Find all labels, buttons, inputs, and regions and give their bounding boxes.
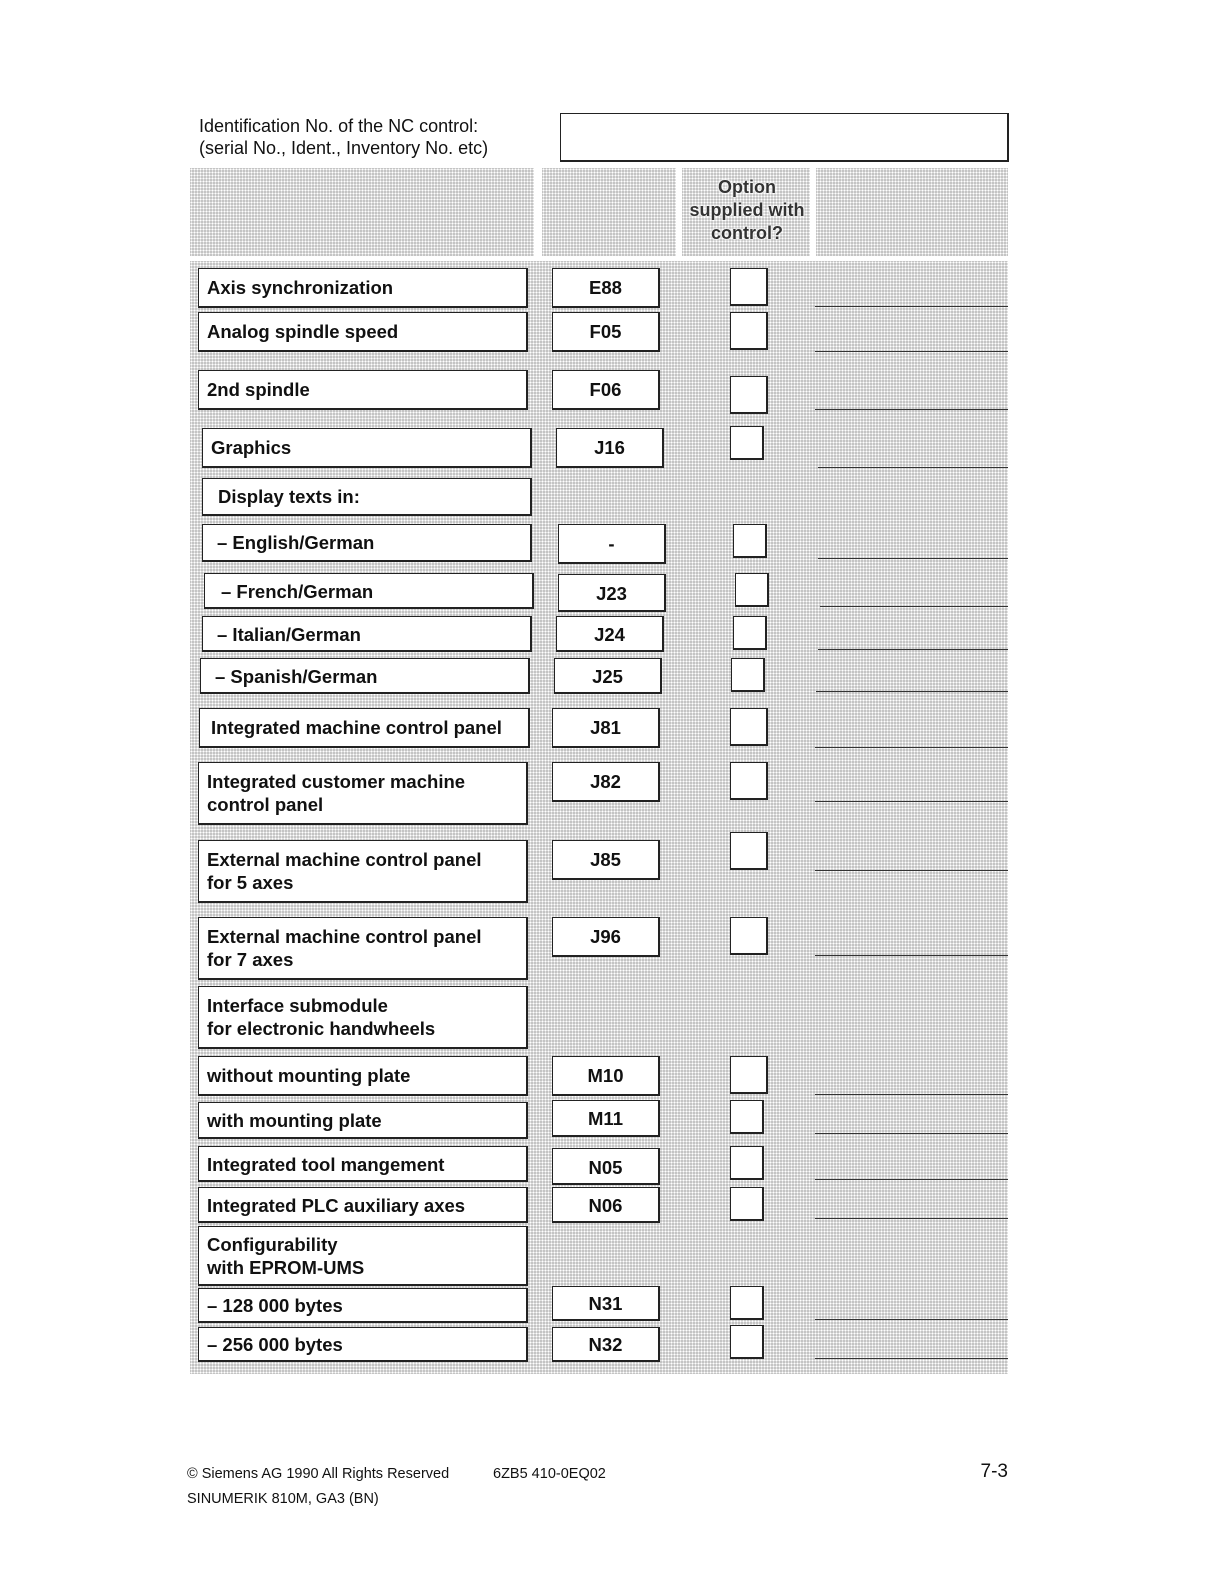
checkbox-j24[interactable] (733, 616, 767, 650)
checkbox-j82[interactable] (730, 762, 768, 800)
remarks-line-j96[interactable] (815, 955, 1008, 956)
identification-label-line1: Identification No. of the NC control: (199, 116, 479, 136)
remarks-line-f06[interactable] (815, 409, 1008, 410)
label-configurability-eprom-ums: Configurability with EPROM-UMS (198, 1226, 528, 1286)
header-shade-label-col (190, 168, 534, 256)
label-with-mounting-plate: with mounting plate (198, 1102, 528, 1139)
code-j82: J82 (552, 762, 660, 802)
checkbox-j25[interactable] (731, 658, 765, 692)
label-integrated-customer-machine-control-panel: Integrated customer machine control panel (198, 762, 528, 825)
checkbox-j81[interactable] (730, 708, 768, 746)
label-analog-spindle-speed: Analog spindle speed (198, 312, 528, 352)
code-e88: E88 (552, 268, 660, 308)
code-j85: J85 (552, 840, 660, 880)
remarks-line-f05[interactable] (815, 351, 1008, 352)
remarks-line-j25[interactable] (816, 691, 1008, 692)
label-256000-bytes: – 256 000 bytes (198, 1327, 528, 1362)
label-french-german: – French/German (204, 573, 534, 609)
checkbox-j85[interactable] (730, 832, 768, 870)
checkbox-j96[interactable] (730, 917, 768, 955)
code-j23: J23 (558, 574, 666, 612)
code-j25: J25 (554, 658, 662, 694)
remarks-line-m11[interactable] (815, 1133, 1008, 1134)
label-interface-submodule-handwheels: Interface submodule for electronic handwheels (198, 986, 528, 1049)
code-j81: J81 (552, 708, 660, 748)
code-n05: N05 (552, 1148, 660, 1185)
remarks-line-english-german[interactable] (818, 558, 1008, 559)
label-italian-german: – Italian/German (202, 616, 532, 652)
label-spanish-german: – Spanish/German (200, 658, 530, 694)
label-graphics: Graphics (202, 428, 532, 468)
code-english-german: - (558, 524, 666, 564)
code-n31: N31 (552, 1286, 660, 1321)
code-f06: F06 (552, 370, 660, 410)
checkbox-n05[interactable] (730, 1146, 764, 1180)
identification-label-line2: (serial No., Ident., Inventory No. etc) (199, 138, 489, 158)
label-128000-bytes: – 128 000 bytes (198, 1288, 528, 1323)
option-header-line1: Option (718, 177, 776, 197)
remarks-line-e88[interactable] (815, 306, 1008, 307)
label-integrated-tool-management: Integrated tool mangement (198, 1146, 528, 1182)
code-m10: M10 (552, 1056, 660, 1096)
checkbox-n06[interactable] (730, 1187, 764, 1221)
label-external-mcp-7-axes: External machine control panel for 7 axes (198, 917, 528, 980)
checkbox-f06[interactable] (730, 376, 768, 414)
code-n06: N06 (552, 1187, 660, 1223)
remarks-line-n05[interactable] (815, 1179, 1008, 1180)
option-header-line2: supplied with (689, 200, 805, 220)
label-english-german: – English/German (202, 524, 532, 562)
code-n32: N32 (552, 1327, 660, 1362)
code-f05: F05 (552, 312, 660, 352)
identification-number-field[interactable] (560, 113, 1009, 162)
remarks-line-n06[interactable] (815, 1218, 1008, 1219)
checkbox-f05[interactable] (730, 312, 768, 350)
remarks-line-j81[interactable] (815, 747, 1008, 748)
checkbox-m11[interactable] (730, 1100, 764, 1134)
label-display-texts-in: Display texts in: (202, 478, 532, 516)
remarks-line-j85[interactable] (815, 870, 1008, 871)
remarks-line-j82[interactable] (815, 801, 1008, 802)
header-shade-code-col (542, 168, 676, 256)
code-j96: J96 (552, 917, 660, 957)
remarks-line-j23[interactable] (820, 606, 1008, 607)
label-external-mcp-5-axes: External machine control panel for 5 axes (198, 840, 528, 903)
footer-product: SINUMERIK 810M, GA3 (BN) (187, 1491, 379, 1507)
remarks-line-m10[interactable] (815, 1094, 1008, 1095)
option-supplied-header (682, 176, 812, 245)
code-m11: M11 (552, 1100, 660, 1137)
checkbox-e88[interactable] (730, 268, 768, 306)
page-number: 7-3 (980, 1461, 1008, 1482)
remarks-line-n31[interactable] (815, 1319, 1008, 1320)
label-without-mounting-plate: without mounting plate (198, 1056, 528, 1096)
checkbox-english-german[interactable] (733, 524, 767, 558)
label-integrated-machine-control-panel: Integrated machine control panel (199, 708, 530, 748)
code-j24: J24 (556, 616, 664, 652)
checkbox-j23[interactable] (735, 573, 769, 607)
label-integrated-plc-auxiliary-axes: Integrated PLC auxiliary axes (198, 1187, 528, 1223)
footer-copyright: © Siemens AG 1990 All Rights Reserved (187, 1466, 450, 1482)
header-shade-remarks-col (816, 168, 1008, 256)
checkbox-n31[interactable] (730, 1286, 764, 1320)
checkbox-n32[interactable] (730, 1325, 764, 1359)
label-axis-synchronization: Axis synchronization (198, 268, 528, 308)
label-2nd-spindle: 2nd spindle (198, 370, 528, 410)
checkbox-j16[interactable] (730, 426, 764, 460)
footer-order-number: 6ZB5 410-0EQ02 (493, 1466, 606, 1482)
remarks-line-j24[interactable] (818, 649, 1008, 650)
checkbox-m10[interactable] (730, 1056, 768, 1094)
identification-label (199, 115, 488, 159)
remarks-line-n32[interactable] (815, 1358, 1008, 1359)
option-header-line3: control? (711, 223, 783, 243)
code-j16: J16 (556, 428, 664, 468)
remarks-line-j16[interactable] (818, 467, 1008, 468)
